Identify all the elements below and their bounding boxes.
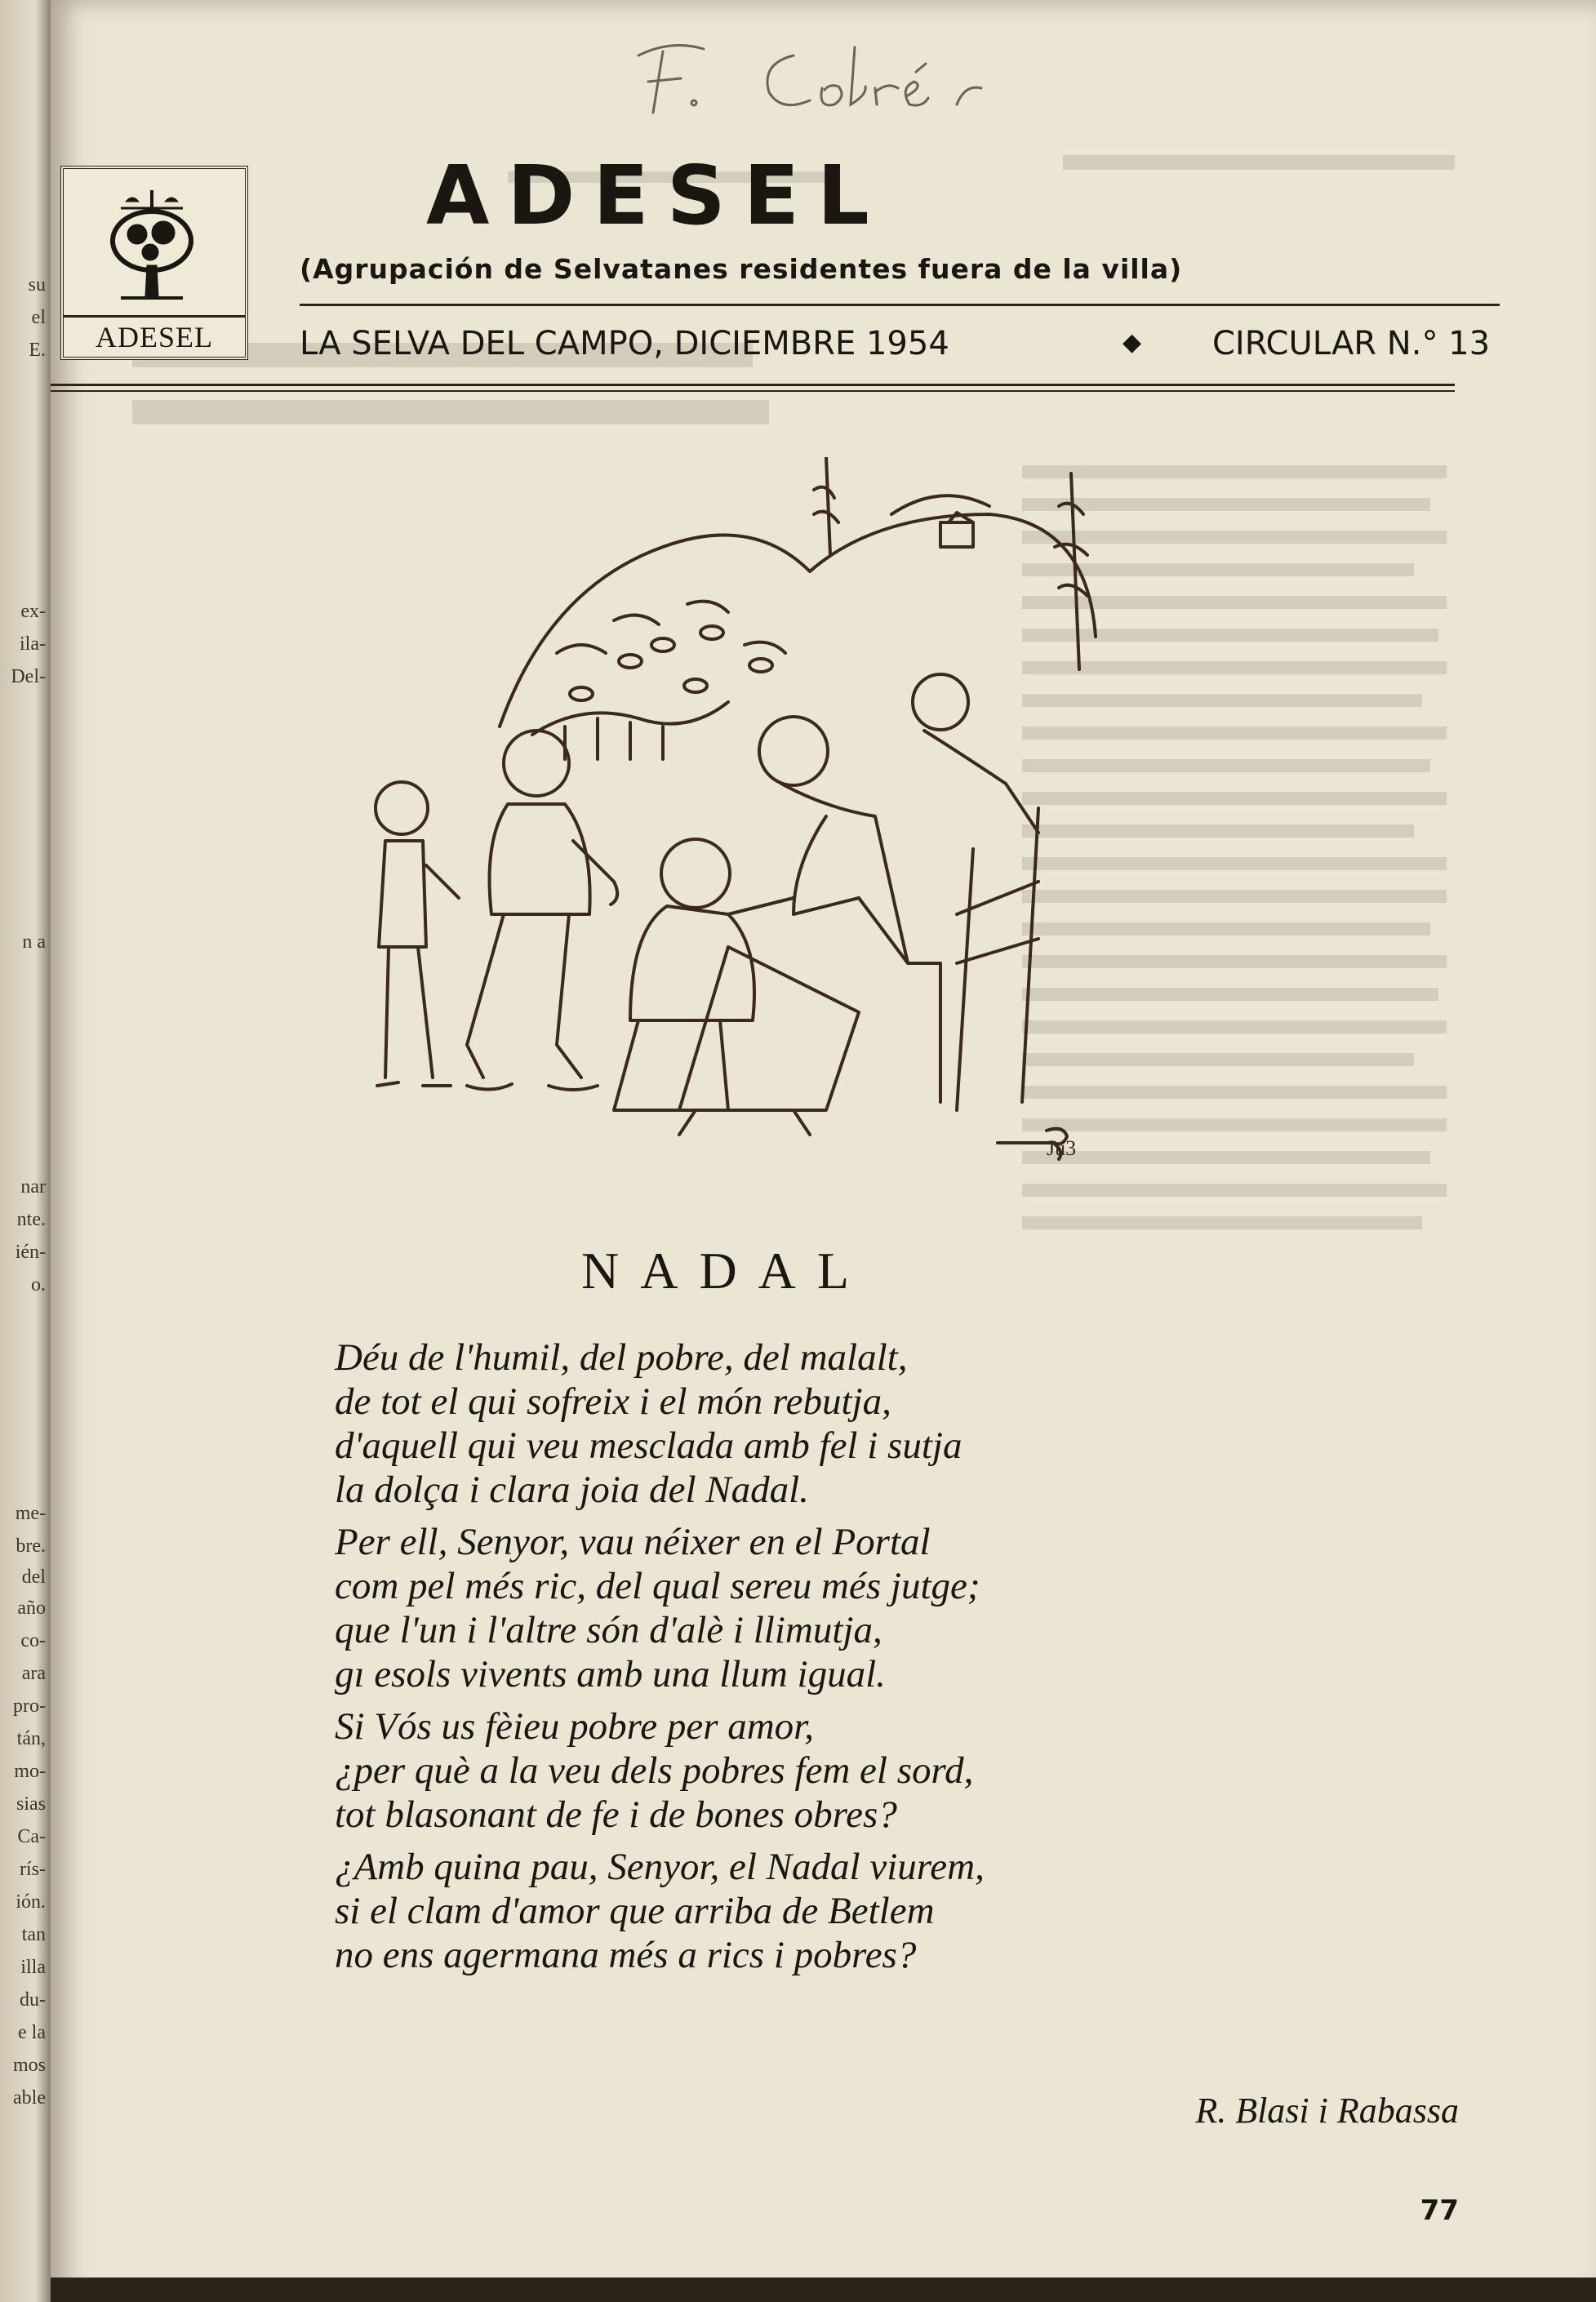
adesel-logo <box>60 166 248 360</box>
poem-line: com pel més ric, del qual sereu més jutge; <box>335 1565 980 1607</box>
stanza-gap <box>335 1512 1314 1520</box>
poem-line: si el clam d'amor que arriba de Betlem <box>335 1890 935 1932</box>
document-page <box>51 0 1596 2302</box>
facing-page-fragment: Ca- <box>17 1826 46 1847</box>
place-and-date: LA SELVA DEL CAMPO, DICIEMBRE 1954 <box>300 325 949 362</box>
facing-page-fragment: del <box>21 1567 46 1588</box>
poem-line: Déu de l'humil, del pobre, del malalt, <box>335 1336 908 1379</box>
publication-title: ADESEL <box>426 148 887 243</box>
facing-page-fragment: co- <box>20 1630 46 1651</box>
facing-page-fragment: año <box>17 1598 46 1619</box>
poem-line: la dolça i clara joia del Nadal. <box>335 1469 809 1511</box>
facing-page-fragment: ila- <box>20 633 46 655</box>
facing-page-fragment: me- <box>15 1503 46 1524</box>
facing-page-fragment: ién- <box>15 1242 46 1263</box>
poem-line: d'aquell qui veu mesclada amb fel i sutja <box>335 1424 962 1467</box>
poem-author: R. Blasi i Rabassa <box>1195 2091 1459 2131</box>
diamond-separator-icon: ◆ <box>1123 328 1142 357</box>
poem-line: Si Vós us fèieu pobre per amor, <box>335 1705 815 1748</box>
facing-page-fragment: du- <box>20 1989 46 2011</box>
facing-page-fragment: mos <box>12 2055 46 2076</box>
facing-page-fragment: E. <box>29 340 46 361</box>
poem-body <box>335 1335 1314 1977</box>
publication-subtitle: (Agrupación de Selvatanes residentes fuera de la villa) <box>300 253 1183 285</box>
facing-page-fragment: o. <box>31 1274 46 1295</box>
facing-page-fragment: n a <box>22 931 46 953</box>
facing-page-fragment: sias <box>16 1793 46 1815</box>
facing-page-fragment: ex- <box>20 601 46 622</box>
facing-page-fragment: tán, <box>16 1728 46 1749</box>
poem-line: ¿per què a la veu dels pobres fem el sord, <box>335 1749 974 1792</box>
facing-page-fragment: su <box>28 274 46 296</box>
poem-line: ¿Amb quina pau, Senyor, el Nadal viurem, <box>335 1846 985 1888</box>
header-rule-thin <box>51 390 1455 392</box>
scan-bottom-edge <box>51 2278 1596 2302</box>
facing-page-fragment: el <box>31 307 46 328</box>
nativity-kissing-scene-illustration <box>369 457 1169 1175</box>
facing-page-fragment: bre. <box>16 1535 46 1557</box>
poem-line: de tot el qui sofreix i el món rebutja, <box>335 1380 891 1423</box>
poem-line: Per ell, Senyor, vau néixer en el Portal <box>335 1521 931 1563</box>
facing-page-fragment: mo- <box>14 1761 46 1782</box>
stanza-gap <box>335 1837 1314 1845</box>
header-rule-thick <box>51 384 1455 386</box>
poem-line: tot blasonant de fe i de bones obres? <box>335 1793 897 1836</box>
facing-page-fragment: nar <box>20 1176 46 1198</box>
masthead-divider <box>300 304 1500 306</box>
handwritten-annotation <box>606 23 1096 137</box>
poem-line: que l'un i l'altre són d'alè i llimutja, <box>335 1609 882 1651</box>
facing-page-fragment: ión. <box>16 1891 46 1913</box>
tree-with-birds-icon <box>96 184 207 306</box>
facing-page-fragment: nte. <box>16 1209 46 1230</box>
stanza-gap <box>335 1696 1314 1704</box>
facing-page-fragment: Del- <box>11 666 46 687</box>
poem-line: no ens agermana més a rics i pobres? <box>335 1934 917 1976</box>
facing-page-fragment: able <box>13 2087 46 2109</box>
facing-page-fragment: ara <box>21 1663 46 1684</box>
facing-page-fragment: illa <box>20 1957 46 1978</box>
poem-title: NADAL <box>581 1242 870 1300</box>
facing-page-fragment: pro- <box>13 1695 46 1717</box>
facing-page-fragment: rís- <box>20 1859 46 1880</box>
facing-page-edge <box>0 0 51 2302</box>
facing-page-fragment: e la <box>18 2022 46 2043</box>
page-number: 77 <box>1420 2194 1459 2227</box>
poem-line: gı esols vivents amb una llum igual. <box>335 1653 886 1695</box>
facing-page-fragment: tan <box>21 1924 46 1945</box>
illustration-signature: Ju3 <box>1047 1136 1077 1160</box>
circular-number: CIRCULAR N.° 13 <box>1212 325 1491 362</box>
logo-label: ADESEL <box>64 315 245 357</box>
